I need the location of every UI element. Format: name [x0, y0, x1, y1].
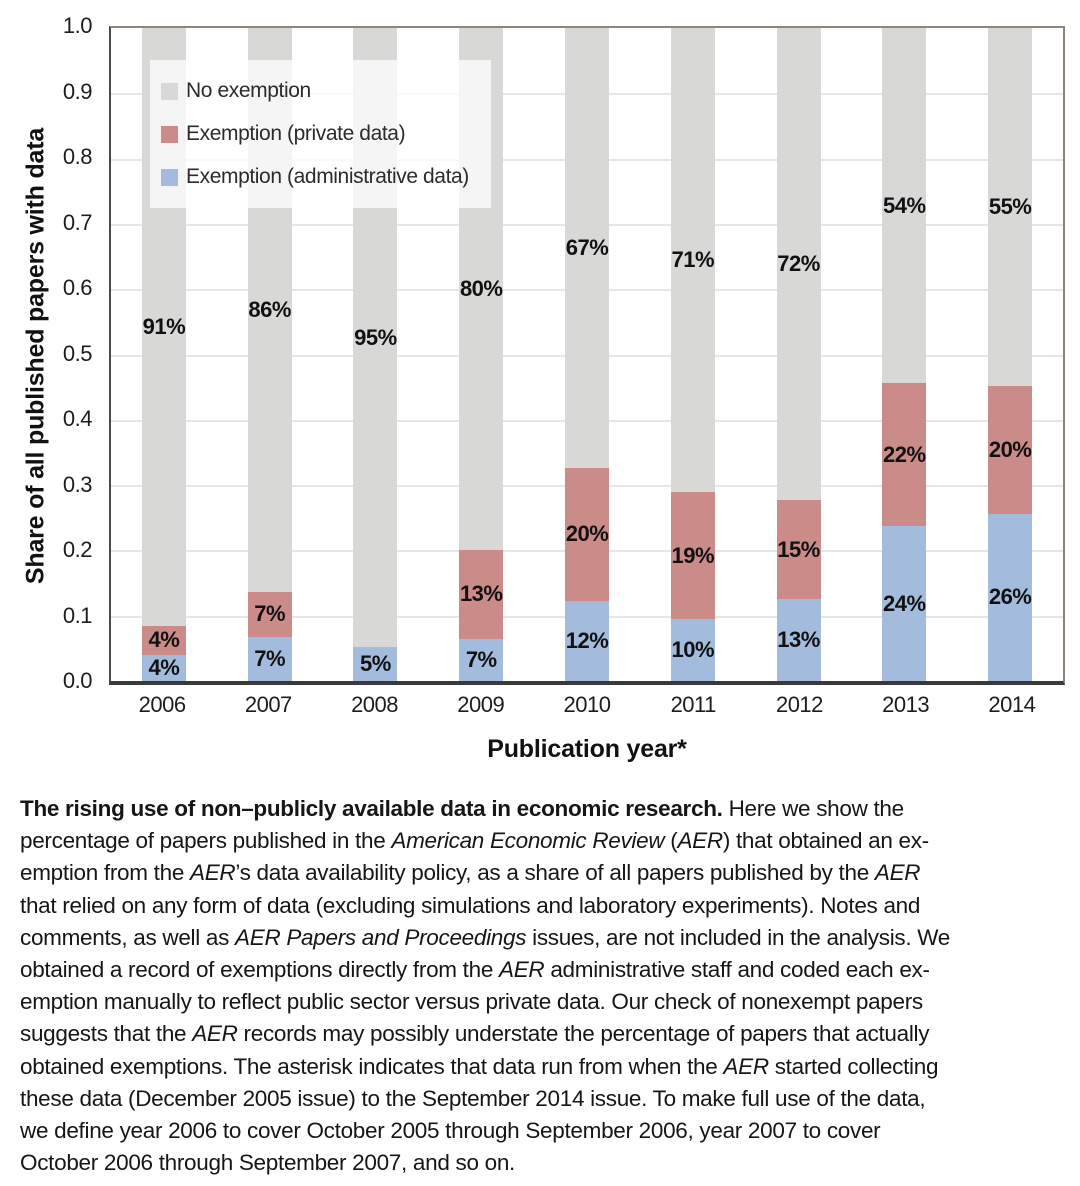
- bar-value-label: 55%: [988, 193, 1032, 219]
- legend-swatch-private-data-icon: [161, 126, 178, 143]
- y-axis-tick-labels: [0, 13, 92, 693]
- legend-swatch-no-exemption-icon: [161, 83, 178, 100]
- bar-value-label: 4%: [148, 654, 180, 680]
- bar-value-label: 24%: [883, 590, 926, 616]
- y-tick-label: 0.9: [62, 78, 92, 104]
- caption-line: October 2006 through September 2007, and so on.: [20, 1150, 516, 1176]
- bar-2012: [777, 28, 821, 681]
- x-tick-label: 2007: [244, 692, 292, 717]
- bar-2011: [671, 28, 715, 681]
- caption-line: we define year 2006 to cover October 2005 through September 2006, year 2007 to cover: [20, 1118, 881, 1144]
- bar-value-label: 67%: [565, 235, 609, 261]
- x-tick-label: 2006: [138, 692, 186, 717]
- x-tick-label: 2011: [670, 692, 716, 717]
- bar-value-label: 54%: [883, 192, 926, 218]
- y-tick-label: 0.7: [62, 209, 92, 235]
- bar-value-label: 7%: [465, 646, 497, 672]
- bar-value-label: 10%: [671, 636, 715, 662]
- bar-value-label: 4%: [148, 627, 180, 653]
- legend-label-no-exemption: No exemption: [186, 79, 311, 102]
- bar-value-label: 7%: [254, 601, 286, 627]
- bar-value-label: 22%: [883, 441, 926, 467]
- bar-value-label: 20%: [565, 521, 609, 547]
- x-axis-tick-labels: [109, 694, 1065, 720]
- caption-line: comments, as well as AER Papers and Proceedings issues, are not included in the analysis. We: [20, 924, 950, 950]
- bar-2013: [882, 28, 926, 681]
- bar-value-label: 13%: [459, 581, 503, 607]
- bar-value-label: 12%: [565, 627, 609, 653]
- x-tick-label: 2012: [775, 692, 823, 717]
- y-axis-title: Share of all published papers with data: [21, 127, 50, 585]
- bar-value-label: 13%: [777, 627, 820, 653]
- caption-line: suggests that the AER records may possibly understate the percentage of papers that actually: [20, 1021, 930, 1047]
- y-tick-label: 0.3: [62, 471, 92, 497]
- bar-value-label: 86%: [248, 297, 291, 323]
- legend-label-administrative-data: Exemption (administrative data): [186, 165, 469, 188]
- bar-value-label: 71%: [671, 247, 715, 273]
- bar-value-label: 80%: [459, 276, 503, 302]
- bar-2010: [565, 28, 609, 681]
- caption-line: emption from the AER’s data availability policy, as a share of all papers published by the AER: [20, 860, 921, 886]
- y-tick-label: 0.8: [62, 144, 92, 169]
- bar-2014: [988, 28, 1032, 681]
- bar-value-label: 26%: [988, 584, 1032, 610]
- figure-caption: [20, 793, 1072, 1179]
- x-tick-label: 2008: [351, 692, 399, 717]
- caption-line: The rising use of non–publicly available data in economic research. Here we show the: [20, 796, 904, 821]
- x-tick-label: 2009: [457, 692, 505, 717]
- y-tick-label: 0.1: [62, 602, 92, 628]
- y-tick-label: 0.0: [62, 668, 92, 693]
- bar-value-label: 5%: [360, 651, 391, 677]
- y-tick-label: 1.0: [62, 13, 92, 38]
- caption-line: that relied on any form of data (excluding simulations and laboratory experiments). Notes and: [20, 892, 921, 918]
- bar-value-label: 15%: [777, 536, 820, 562]
- caption-line: obtained exemptions. The asterisk indicates that data run from when the AER started collecting: [20, 1053, 939, 1079]
- y-tick-label: 0.6: [62, 275, 92, 300]
- bar-value-label: 20%: [988, 436, 1032, 462]
- bar-value-label: 95%: [354, 324, 397, 350]
- x-tick-label: 2013: [882, 692, 930, 717]
- x-axis-title: Publication year*: [487, 735, 687, 763]
- bar-value-label: 7%: [254, 645, 286, 671]
- bar-value-label: 91%: [142, 313, 186, 339]
- caption-line: percentage of papers published in the American Economic Review (AER) that obtained an ex-: [20, 828, 929, 854]
- y-tick-label: 0.2: [62, 537, 92, 562]
- legend-item-private-data: [161, 122, 491, 146]
- x-tick-label: 2010: [563, 692, 611, 717]
- caption-line: obtained a record of exemptions directly from the AER administrative staff and coded each ex-: [20, 957, 930, 983]
- plot-area: [109, 26, 1065, 685]
- bar-value-label: 19%: [671, 542, 715, 568]
- x-tick-label: 2014: [988, 692, 1036, 717]
- legend-label-private-data: Exemption (private data): [186, 122, 406, 145]
- bar-value-label: 72%: [777, 251, 820, 277]
- y-tick-label: 0.4: [62, 406, 92, 431]
- caption-line: these data (December 2005 issue) to the September 2014 issue. To make full use of the data,: [20, 1085, 926, 1111]
- legend-swatch-administrative-data-icon: [161, 169, 178, 186]
- legend-item-no-exemption: [161, 79, 491, 103]
- chart-legend: [150, 60, 491, 208]
- legend-item-administrative-data: [161, 165, 491, 189]
- y-tick-label: 0.5: [62, 340, 92, 366]
- caption-line: emption manually to reflect public sector versus private data. Our check of nonexempt papers: [20, 989, 923, 1015]
